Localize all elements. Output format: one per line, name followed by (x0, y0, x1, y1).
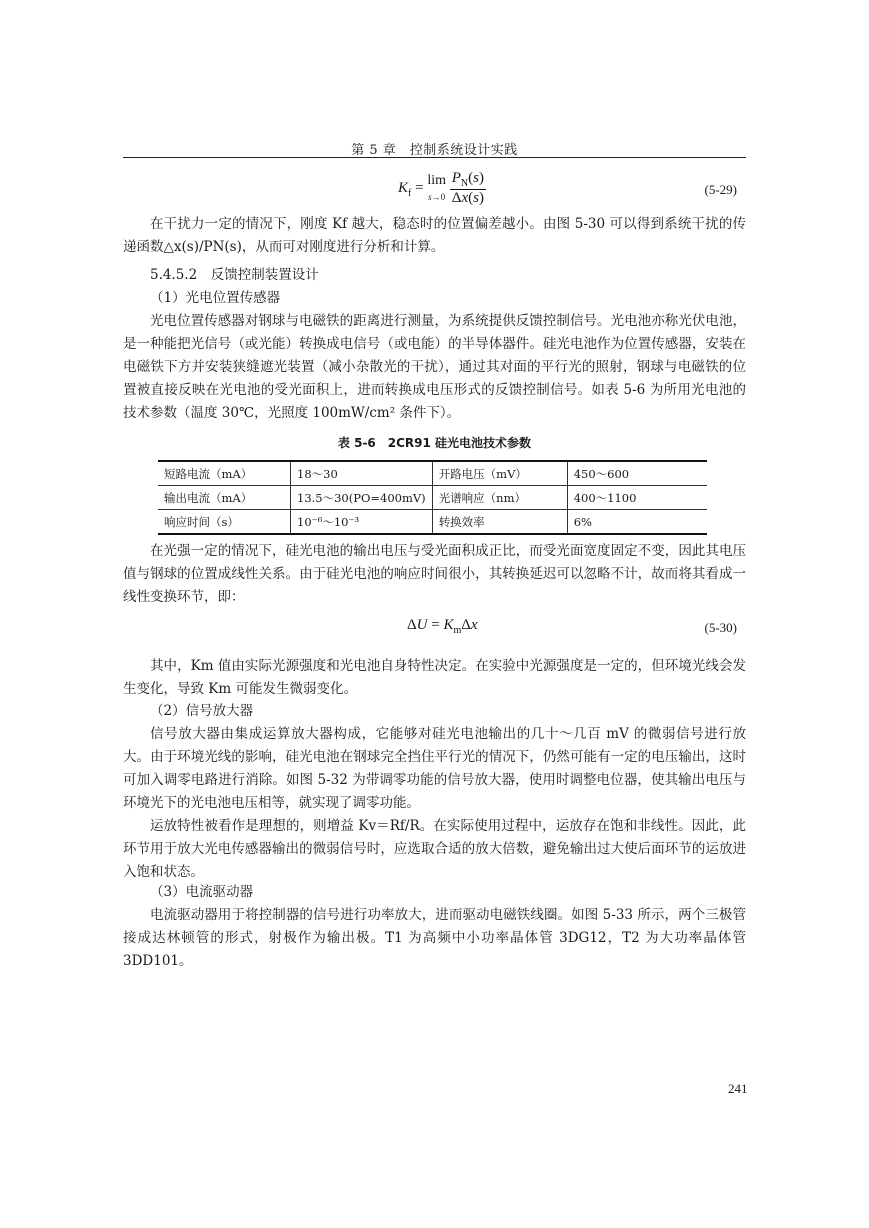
paragraph-photo-sensor: 光电位置传感器对钢球与电磁铁的距离进行测量，为系统提供反馈控制信号。光电池亦称光伏电池，是一种能把光信号（或光能）转换成电信号（或电能）的半导体器件。硅光电池作为位置传感器，安装在电磁铁下方并安装狭缝遮光装置（减小杂散光的干扰），通过其对面的平行光的照射，钢球与电磁铁的位置被直接反映在光电池的受光面积上，进而转换成电压形式的反馈控制信号。如表 5-6 为所用光电池的技术参数（温度 30℃，光照度 100mW/cm² 条件下）。 (123, 313, 746, 421)
header-rule (123, 157, 746, 158)
table-cell: 响应时间（s） (158, 510, 291, 535)
table-cell: 18～30 (291, 461, 433, 486)
equation-5-30: $\Delta U = K_m\Delta x$ (407, 617, 478, 636)
table-cell: 450～600 (567, 461, 707, 486)
paragraph-km: 其中，Km 值由实际光源强度和光电池自身特性决定。在实验中光源强度是一定的，但环境光线会发生变化，导致 Km 可能发生微弱变化。 (123, 658, 746, 697)
paragraph-amplifier: 信号放大器由集成运算放大器构成，它能够对硅光电池输出的几十～几百 mV 的微弱信号进行放大。由于环境光线的影响，硅光电池在钢球完全挡住平行光的情况下，仍然可能有一定的电压输出，这时可加入调零电路进行消除。如图 5-32 为带调零功能的信号放大器，使用时调整电位器，使其输出电压与环境光下的光电池电压相等，就实现了调零功能。 (123, 726, 746, 811)
subsection-heading-driver: （3）电流驱动器 (150, 884, 254, 900)
equation-5-29: $K_f = \lim$ s→0 $\frac{P_N(s)}{\Delta x(s)}$ (398, 170, 484, 206)
spec-table (158, 460, 707, 535)
table-cell: 6% (567, 510, 707, 535)
paragraph-driver: 电流驱动器用于将控制器的信号进行功率放大，进而驱动电磁铁线圈。如图 5-33 所示，两个三极管接成达林顿管的形式，射极作为输出极。T1 为高频中小功率晶体管 3DG12，T2 为大功率晶体管 3DD101。 (123, 907, 746, 969)
chapter-header: 第 5 章 控制系统设计实践 (351, 143, 518, 158)
paragraph-stiffness: 在干扰力一定的情况下，刚度 Kf 越大，稳态时的位置偏差越小。由图 5-30 可以得到系统干扰的传递函数△x(s)/PN(s)，从而可对刚度进行分析和计算。 (123, 216, 746, 255)
subsection-heading-amplifier: （2）信号放大器 (150, 703, 254, 719)
subsection-heading-photo-sensor: （1）光电位置传感器 (150, 290, 281, 306)
equation-number-5-30: (5-30) (704, 620, 737, 635)
table-cell: 开路电压（mV） (432, 461, 567, 486)
table-cell: 13.5～30(PO=400mV) (291, 486, 433, 510)
table-cell: 输出电流（mA） (158, 486, 291, 510)
table-cell: 转换效率 (432, 510, 567, 535)
page-number: 241 (728, 1081, 748, 1096)
table-row (158, 510, 707, 535)
table-cell: 400～1100 (567, 486, 707, 510)
section-heading-feedback: 5.4.5.2 反馈控制装置设计 (150, 267, 319, 283)
table-caption: 表 5-6 2CR91 硅光电池技术参数 (337, 436, 532, 450)
table-row (158, 486, 707, 510)
table-cell: 光谱响应（nm） (432, 486, 567, 510)
table-cell: 短路电流（mA） (158, 461, 291, 486)
paragraph-linearity: 在光强一定的情况下，硅光电池的输出电压与受光面积成正比，而受光面宽度固定不变，因此其电压值与钢球的位置成线性关系。由于硅光电池的响应时间很小，其转换延迟可以忽略不计，故而将其看成一线性变换环节，即： (123, 543, 746, 605)
table-cell: 10⁻⁶～10⁻³ (291, 510, 433, 535)
table-row (158, 461, 707, 486)
equation-number-5-29: (5-29) (704, 182, 737, 197)
paragraph-opamp: 运放特性被看作是理想的，则增益 Kv＝Rf/R。在实际使用过程中，运放存在饱和非线性。因此，此环节用于放大光电传感器输出的微弱信号时，应选取合适的放大倍数，避免输出过大使后面环节的运放进入饱和状态。 (123, 818, 746, 880)
